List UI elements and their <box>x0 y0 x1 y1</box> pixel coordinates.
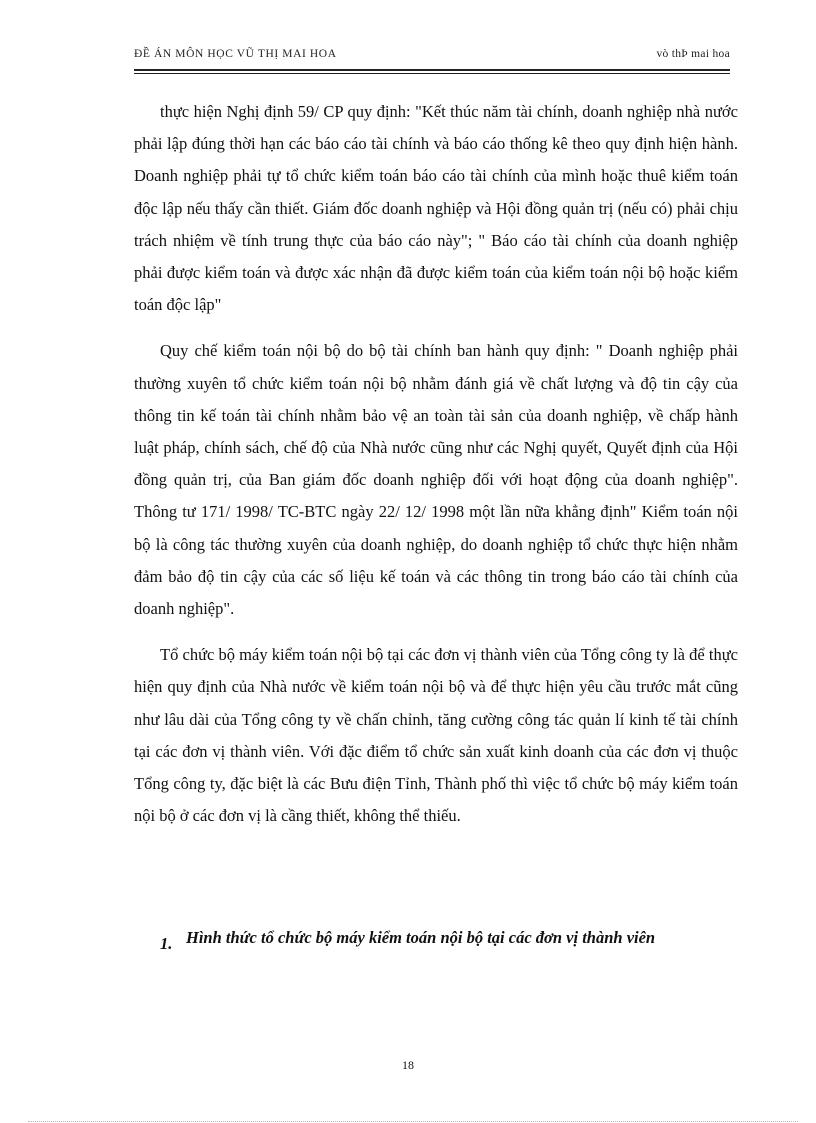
section-title: Hình thức tổ chức bộ máy kiểm toán nội bộ tại các đơn vị thành viên <box>186 928 656 947</box>
paragraph-organization: Tổ chức bộ máy kiểm toán nội bộ tại các đơn vị thành viên của Tổng công ty là để thực hiện quy định của Nhà nước về kiểm toán nội bộ và để thực hiện yêu cầu trước mắt cũng như lâu dài của Tổng công ty về chấn chỉnh, tăng cường công tác quản lí kinh tế tài chính tại các đơn vị thành viên. Với đặc điểm tổ chức sản xuất kinh doanh của các đơn vị thuộc Tổng công ty, đặc biệt là các Bưu điện Tỉnh, Thành phố thì việc tổ chức bộ máy kiểm toán nội bộ ở các đơn vị là cầng thiết, không thể thiếu. <box>134 645 738 826</box>
paragraph-decree-59: thực hiện Nghị định 59/ CP quy định: "Kết thúc năm tài chính, doanh nghiệp nhà nước phải lập đúng thời hạn các báo cáo tài chính và báo cáo thống kê theo quy định hiện hành. Doanh nghiệp phải tự tổ chức kiểm toán báo cáo tài chính của mình hoặc thuê kiểm toán độc lập nếu thấy cần thiết. Giám đốc doanh nghiệp và Hội đồng quản trị (nếu có) phải chịu trách nhiệm về tính trung thực của báo cáo này"; " Báo cáo tài chính của doanh nghiệp phải được kiểm toán và được xác nhận đã được kiểm toán của kiểm toán nội bộ hoặc kiểm toán độc lập" <box>134 102 738 315</box>
page-number: 18 <box>402 1058 414 1072</box>
page-bottom-border <box>28 1121 798 1122</box>
page-header <box>134 48 730 64</box>
body-text <box>134 96 738 832</box>
header-rule-thick <box>134 69 730 71</box>
header-author: vò thÞ mai hoa <box>656 48 730 60</box>
section-number: 1. <box>160 934 173 953</box>
section-heading <box>160 928 760 953</box>
header-title: ĐỀ ÁN MÔN HỌC VŨ THỊ MAI HOA <box>134 48 337 60</box>
paragraph-internal-audit-regulation: Quy chế kiểm toán nội bộ do bộ tài chính ban hành quy định: " Doanh nghiệp phải thường xuyên tổ chức kiểm toán nội bộ nhằm đánh giá về chất lượng và độ tin cậy của thông tin kế toán tài chính nhằm bảo vệ an toàn tài sản của doanh nghiệp, về chấp hành luật pháp, chính sách, chế độ của Nhà nước cũng như các Nghị quyết, Quyết định của Hội đồng quản trị, của Ban giám đốc doanh nghiệp đối với hoạt động của doanh nghiệp". Thông tư 171/ 1998/ TC-BTC ngày 22/ 12/ 1998 một lần nữa khẳng định" Kiểm toán nội bộ là công tác thường xuyên của doanh nghiệp, do doanh nghiệp tổ chức thực hiện nhằm đảm bảo độ tin cậy của các số liệu kế toán và các thông tin trong báo cáo tài chính của doanh nghiệp". <box>134 341 738 619</box>
header-rule-thin <box>134 73 730 74</box>
